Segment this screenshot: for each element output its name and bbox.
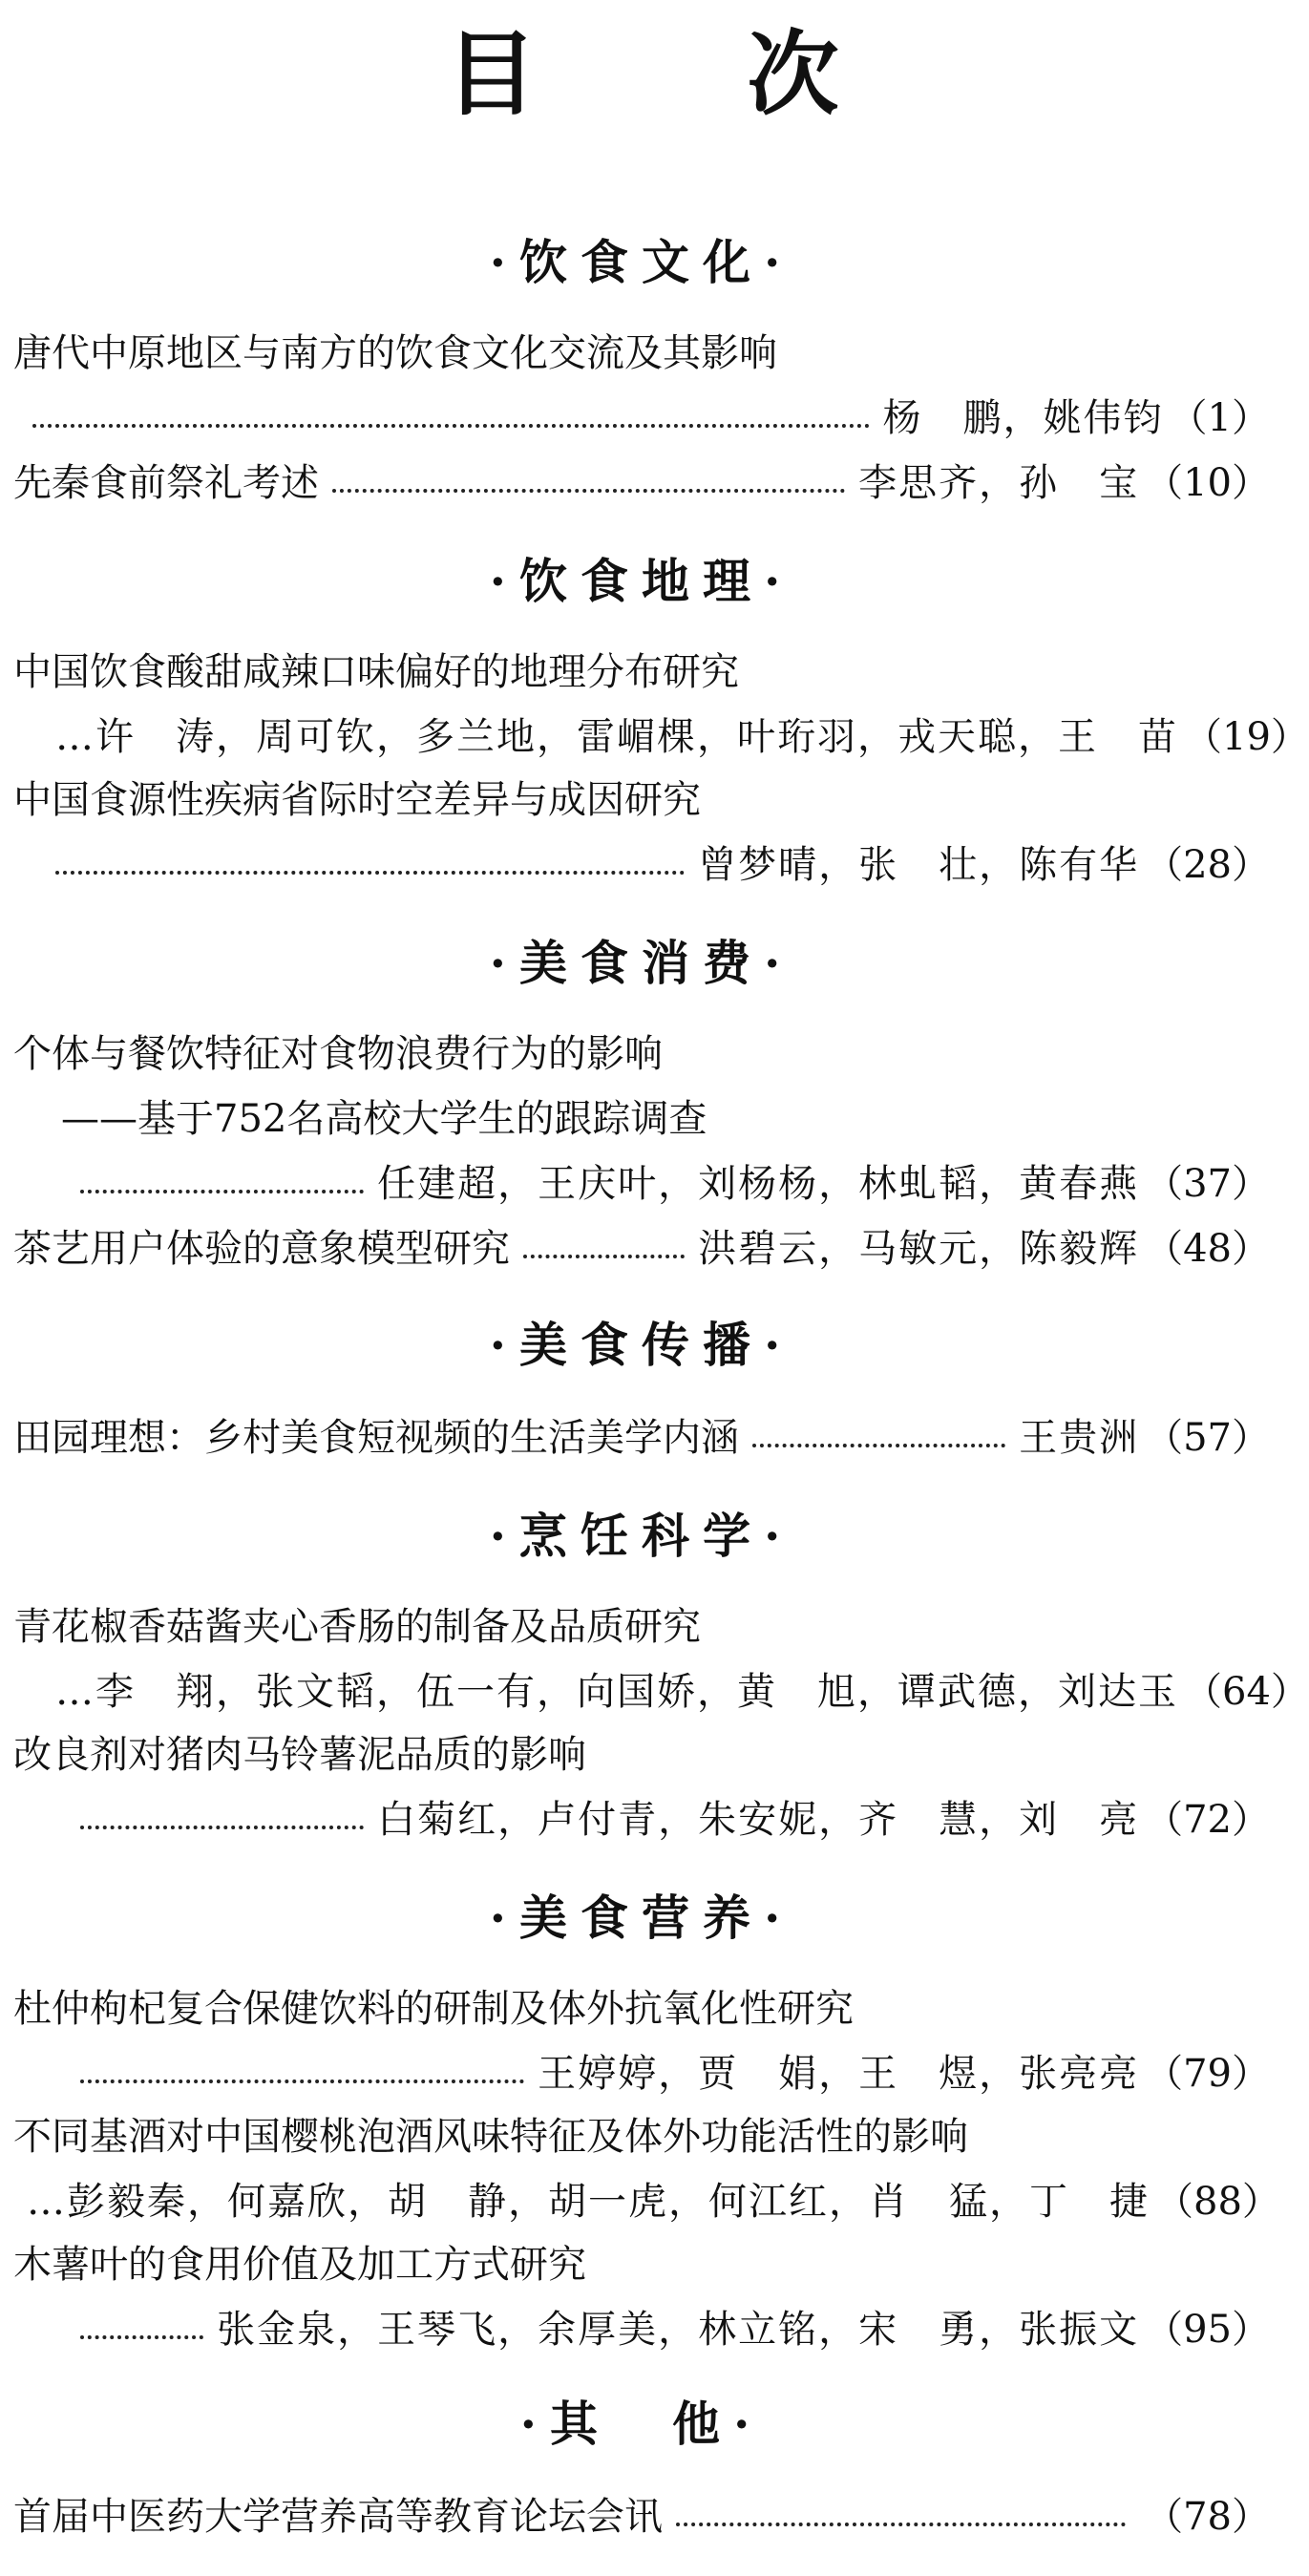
entry-leader-line — [13, 2052, 1270, 2096]
leader-dots — [55, 871, 685, 875]
entry-authors: …许 涛，周可钦，多兰地，雷嵋棵，叶珩羽，戎天聪，王 苗 — [55, 715, 1178, 759]
leader-dots — [676, 2523, 1126, 2526]
entry-subtitle: ——基于752名高校大学生的跟踪调查 — [61, 1097, 707, 1141]
entry-authors: 洪碧云，马敏元，陈毅辉 — [698, 1227, 1140, 1271]
entry-title: 改良剂对猪肉马铃薯泥品质的影响 — [13, 1733, 586, 1777]
entry-title: 唐代中原地区与南方的饮食文化交流及其影响 — [13, 331, 777, 375]
entry-authors: 白菊红，卢付青，朱安妮，齐 慧，刘 亮 — [377, 1798, 1140, 1842]
entry-page-number: （78） — [1145, 2495, 1270, 2539]
entry-page-number: （95） — [1145, 2308, 1270, 2352]
section-heading: ·烹饪科学· — [489, 1508, 794, 1564]
entry-authors: 王婷婷，贾 娟，王 煜，张亮亮 — [538, 2052, 1140, 2096]
entry-page-number: （57） — [1145, 1416, 1270, 1460]
entry-page-number: （72） — [1145, 1798, 1270, 1842]
entry-title: 茶艺用户体验的意象模型研究 — [13, 1227, 510, 1271]
entry-leader-line — [13, 715, 1309, 759]
entry-title: 中国食源性疾病省际时空差异与成因研究 — [13, 778, 701, 822]
page-title-right: 次 — [747, 21, 839, 128]
entry-authors: 任建超，王庆叶，刘杨杨，林虬韬，黄春燕 — [377, 1162, 1140, 1206]
leader-dots — [80, 1190, 364, 1193]
entry-authors: …彭毅秦，何嘉欣，胡 静，胡一虎，何江红，肖 猛，丁 捷 — [27, 2180, 1150, 2224]
entry-page-number: （37） — [1145, 1162, 1270, 1206]
entry-page-number: （79） — [1145, 2052, 1270, 2096]
entry-authors: 王贵洲 — [1019, 1416, 1140, 1460]
entry-title: 青花椒香菇酱夹心香肠的制备及品质研究 — [13, 1605, 701, 1649]
section-heading: ·饮食文化· — [489, 234, 794, 290]
entry-leader-line — [13, 2495, 1270, 2539]
entry-authors: 李思齐，孙 宝 — [858, 461, 1140, 505]
entry-leader-line — [13, 2308, 1270, 2352]
leader-dots — [32, 424, 870, 428]
leader-dots — [80, 2335, 203, 2339]
entry-title: 木薯叶的食用价值及加工方式研究 — [13, 2243, 586, 2287]
entry-authors: 张金泉，王琴飞，余厚美，林立铭，宋 勇，张振文 — [217, 2308, 1140, 2352]
entry-page-number: （10） — [1145, 461, 1270, 505]
entry-leader-line — [13, 1416, 1270, 1460]
entry-page-number: （48） — [1145, 1227, 1270, 1271]
entry-title: 田园理想：乡村美食短视频的生活美学内涵 — [13, 1416, 739, 1460]
section-heading: ·美食传播· — [489, 1317, 794, 1373]
entry-leader-line — [13, 1670, 1309, 1714]
section-heading: ·饮食地理· — [489, 553, 794, 609]
leader-dots — [80, 2080, 524, 2083]
entry-title: 个体与餐饮特征对食物浪费行为的影响 — [13, 1032, 663, 1076]
page-title-left: 目 — [445, 21, 538, 128]
entry-leader-line — [13, 461, 1270, 505]
entry-authors: 杨 鹏，姚伟钧 — [882, 396, 1164, 440]
leader-dots — [332, 489, 845, 493]
entry-page-number: （1） — [1169, 396, 1270, 440]
entry-leader-line — [13, 396, 1270, 440]
entry-page-number: （64） — [1184, 1670, 1309, 1714]
entry-title: 首届中医药大学营养高等教育论坛会讯 — [13, 2495, 663, 2539]
entry-page-number: （19） — [1184, 715, 1309, 759]
entry-title: 杜仲枸杞复合保健饮料的研制及体外抗氧化性研究 — [13, 1987, 854, 2031]
page-title — [0, 21, 1284, 128]
leader-dots — [523, 1255, 685, 1258]
entry-authors: 曾梦晴，张 壮，陈有华 — [698, 843, 1140, 887]
section-heading: ·美食营养· — [489, 1890, 794, 1946]
entry-leader-line — [13, 2180, 1280, 2224]
section-heading: ·美食消费· — [489, 935, 794, 991]
entry-leader-line — [13, 843, 1270, 887]
leader-dots — [80, 1826, 364, 1829]
leader-dots — [752, 1444, 1005, 1447]
entry-page-number: （28） — [1145, 843, 1270, 887]
entry-title: 不同基酒对中国樱桃泡酒风味特征及体外功能活性的影响 — [13, 2115, 968, 2159]
entry-authors: …李 翔，张文韬，伍一有，向国娇，黄 旭，谭武德，刘达玉 — [55, 1670, 1178, 1714]
entry-leader-line — [13, 1798, 1270, 1842]
entry-leader-line — [13, 1227, 1270, 1271]
section-heading: ·其 他· — [519, 2396, 764, 2452]
entry-title: 中国饮食酸甜咸辣口味偏好的地理分布研究 — [13, 650, 739, 694]
entry-title: 先秦食前祭礼考述 — [13, 461, 319, 505]
entry-page-number: （88） — [1155, 2180, 1280, 2224]
entry-leader-line — [13, 1162, 1270, 1206]
